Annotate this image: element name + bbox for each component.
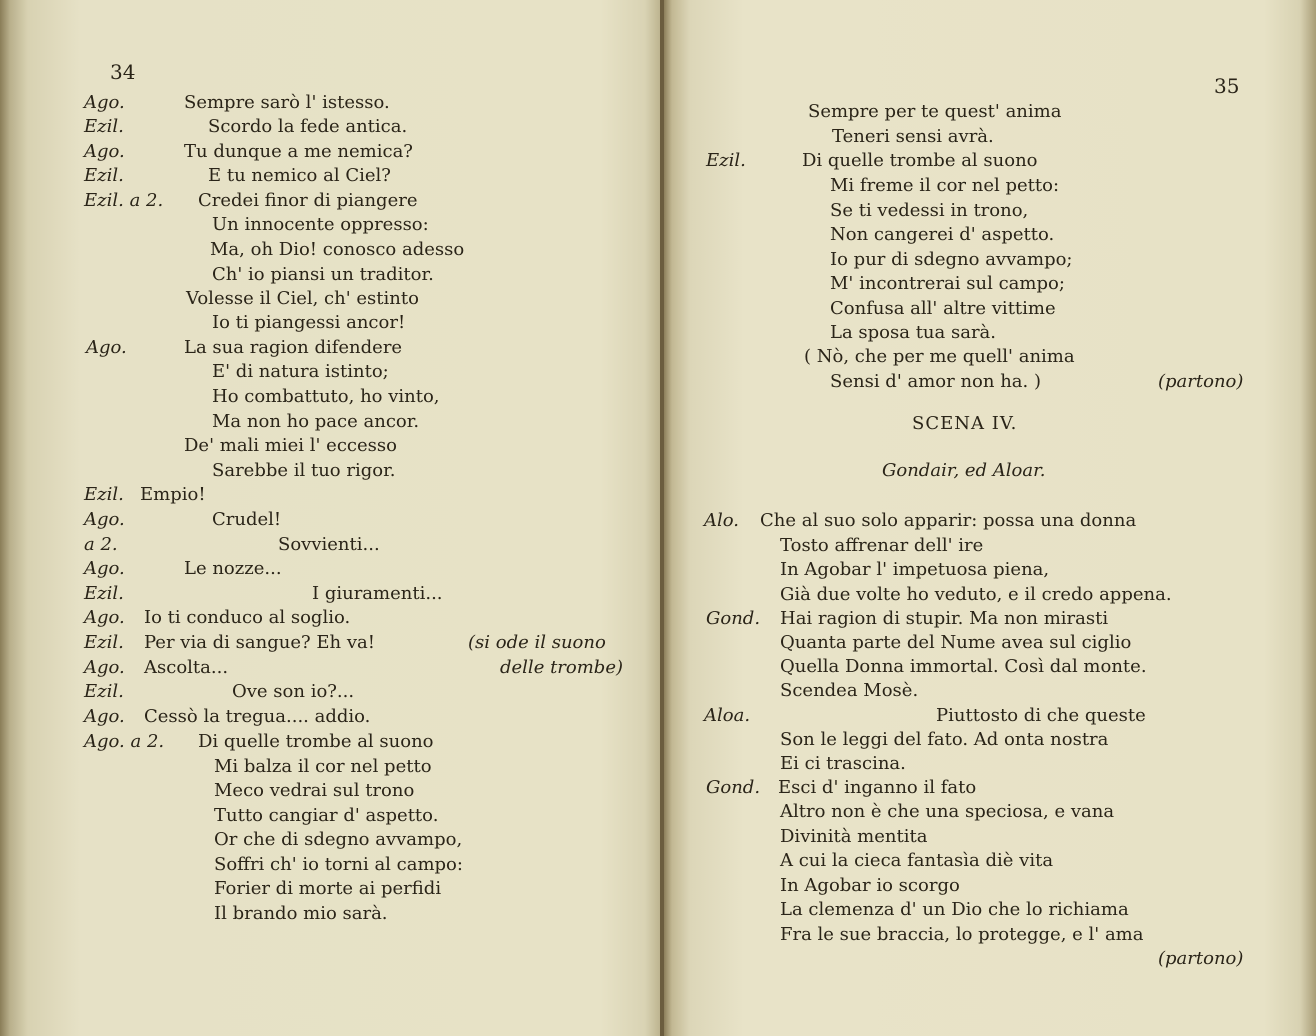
speaker-label: Gond. xyxy=(706,777,761,798)
speaker-label: Ago. xyxy=(84,706,125,727)
stage-direction: (partono) xyxy=(1158,371,1244,392)
page-number: 34 xyxy=(110,60,136,84)
verse-line: Meco vedrai sul trono xyxy=(214,780,415,801)
verse-line: Di quelle trombe al suono xyxy=(198,731,434,752)
verse-line: Forier di morte ai perfidi xyxy=(214,878,442,899)
verse-line: Scendea Mosè. xyxy=(780,680,919,701)
speaker-label: Ezil. xyxy=(84,484,124,505)
speaker-label: Aloa. xyxy=(704,705,751,726)
speaker-label: Ago. xyxy=(84,92,125,113)
stage-direction: delle trombe) xyxy=(500,657,624,678)
speaker-label: Ezil. xyxy=(84,681,124,702)
verse-line: Altro non è che una speciosa, e vana xyxy=(780,801,1115,822)
speaker-label: Ezil. xyxy=(706,150,746,171)
verse-line: Esci d' inganno il fato xyxy=(778,777,977,798)
speaker-label: Ezil. xyxy=(84,632,124,653)
verse-line: Ascolta... xyxy=(144,657,229,678)
verse-line: Non cangerei d' aspetto. xyxy=(830,224,1055,245)
verse-line: Son le leggi del fato. Ad onta nostra xyxy=(780,729,1109,750)
page-number: 35 xyxy=(1214,74,1240,98)
verse-line: Tosto affrenar dell' ire xyxy=(780,535,984,556)
verse-line: Ch' io piansi un traditor. xyxy=(212,264,434,285)
scene-heading: SCENA IV. xyxy=(912,413,1018,434)
verse-line: Volesse il Ciel, ch' estinto xyxy=(186,288,419,309)
speaker-label: Ezil. xyxy=(84,583,124,604)
verse-line: La sposa tua sarà. xyxy=(830,322,996,343)
verse-line: Divinità mentita xyxy=(780,826,928,847)
verse-line: Empio! xyxy=(140,484,206,505)
speaker-label: Ago. xyxy=(84,509,125,530)
verse-line: Mi balza il cor nel petto xyxy=(214,756,432,777)
verse-line: Un innocente oppresso: xyxy=(212,214,429,235)
speaker-label: Ago. xyxy=(86,337,127,358)
verse-line: Tutto cangiar d' aspetto. xyxy=(214,805,439,826)
speaker-label: a 2. xyxy=(84,534,118,555)
stage-direction: (si ode il suono xyxy=(468,632,606,653)
speaker-label: Gond. xyxy=(706,608,761,629)
verse-line: In Agobar io scorgo xyxy=(780,875,960,896)
verse-line: E tu nemico al Ciel? xyxy=(208,165,391,186)
verse-line: Sempre sarò l' istesso. xyxy=(184,92,390,113)
verse-line: Scordo la fede antica. xyxy=(208,116,408,137)
speaker-label: Ezil. xyxy=(84,165,124,186)
verse-line: Quanta parte del Nume avea sul ciglio xyxy=(780,632,1132,653)
verse-line: Ei ci trascina. xyxy=(780,753,906,774)
verse-line: Mi freme il cor nel petto: xyxy=(830,175,1060,196)
verse-line: Hai ragion di stupir. Ma non mirasti xyxy=(780,608,1109,629)
verse-line: Cessò la tregua.... addio. xyxy=(144,706,371,727)
verse-line: Confusa all' altre vittime xyxy=(830,298,1056,319)
verse-line: I giuramenti... xyxy=(312,583,443,604)
speaker-label: Alo. xyxy=(704,510,739,531)
verse-line: Sarebbe il tuo rigor. xyxy=(212,460,396,481)
right-page xyxy=(664,0,1316,1036)
verse-line: Ove son io?... xyxy=(232,681,355,702)
verse-line: Soffri ch' io torni al campo: xyxy=(214,854,463,875)
stage-direction: (partono) xyxy=(1158,948,1244,969)
verse-line: Tu dunque a me nemica? xyxy=(184,141,413,162)
verse-line: Io ti conduco al soglio. xyxy=(144,607,351,628)
verse-line: Che al suo solo apparir: possa una donna xyxy=(760,510,1137,531)
verse-line: La sua ragion difendere xyxy=(184,337,403,358)
verse-line: Ma non ho pace ancor. xyxy=(212,411,420,432)
verse-line: Crudel! xyxy=(212,509,282,530)
verse-line: Or che di sdegno avvampo, xyxy=(214,829,463,850)
verse-line: Piuttosto di che queste xyxy=(936,705,1146,726)
verse-line: De' mali miei l' eccesso xyxy=(184,435,397,456)
verse-line: Fra le sue braccia, lo protegge, e l' ama xyxy=(780,924,1144,945)
verse-line: ( Nò, che per me quell' anima xyxy=(804,346,1075,367)
verse-line: Sensi d' amor non ha. ) xyxy=(830,371,1041,392)
speaker-label: Ezil. a 2. xyxy=(84,190,164,211)
verse-line: Ma, oh Dio! conosco adesso xyxy=(210,239,465,260)
verse-line: Teneri sensi avrà. xyxy=(832,126,994,147)
verse-line: Io ti piangessi ancor! xyxy=(212,312,406,333)
speaker-label: Ago. xyxy=(84,657,125,678)
verse-line: Per via di sangue? Eh va! xyxy=(144,632,375,653)
verse-line: Credei finor di piangere xyxy=(198,190,418,211)
verse-line: M' incontrerai sul campo; xyxy=(830,273,1065,294)
speaker-label: Ago. xyxy=(84,141,125,162)
verse-line: La clemenza d' un Dio che lo richiama xyxy=(780,899,1129,920)
verse-line: Ho combattuto, ho vinto, xyxy=(212,386,440,407)
verse-line: In Agobar l' impetuosa piena, xyxy=(780,559,1050,580)
verse-line: Il brando mio sarà. xyxy=(214,903,388,924)
verse-line: Se ti vedessi in trono, xyxy=(830,200,1029,221)
speaker-label: Ago. a 2. xyxy=(84,731,165,752)
speaker-label: Ago. xyxy=(84,558,125,579)
speaker-label: Ezil. xyxy=(84,116,124,137)
verse-line: Sovvienti... xyxy=(278,534,380,555)
verse-line: Io pur di sdegno avvampo; xyxy=(830,249,1073,270)
verse-line: Sempre per te quest' anima xyxy=(808,101,1062,122)
verse-line: Le nozze... xyxy=(184,558,282,579)
verse-line: Di quelle trombe al suono xyxy=(802,150,1038,171)
verse-line: E' di natura istinto; xyxy=(212,361,389,382)
verse-line: Già due volte ho veduto, e il credo appena. xyxy=(780,584,1172,605)
scene-characters: Gondair, ed Aloar. xyxy=(882,460,1046,481)
speaker-label: Ago. xyxy=(84,607,125,628)
verse-line: A cui la cieca fantasìa diè vita xyxy=(780,850,1054,871)
verse-line: Quella Donna immortal. Così dal monte. xyxy=(780,656,1147,677)
